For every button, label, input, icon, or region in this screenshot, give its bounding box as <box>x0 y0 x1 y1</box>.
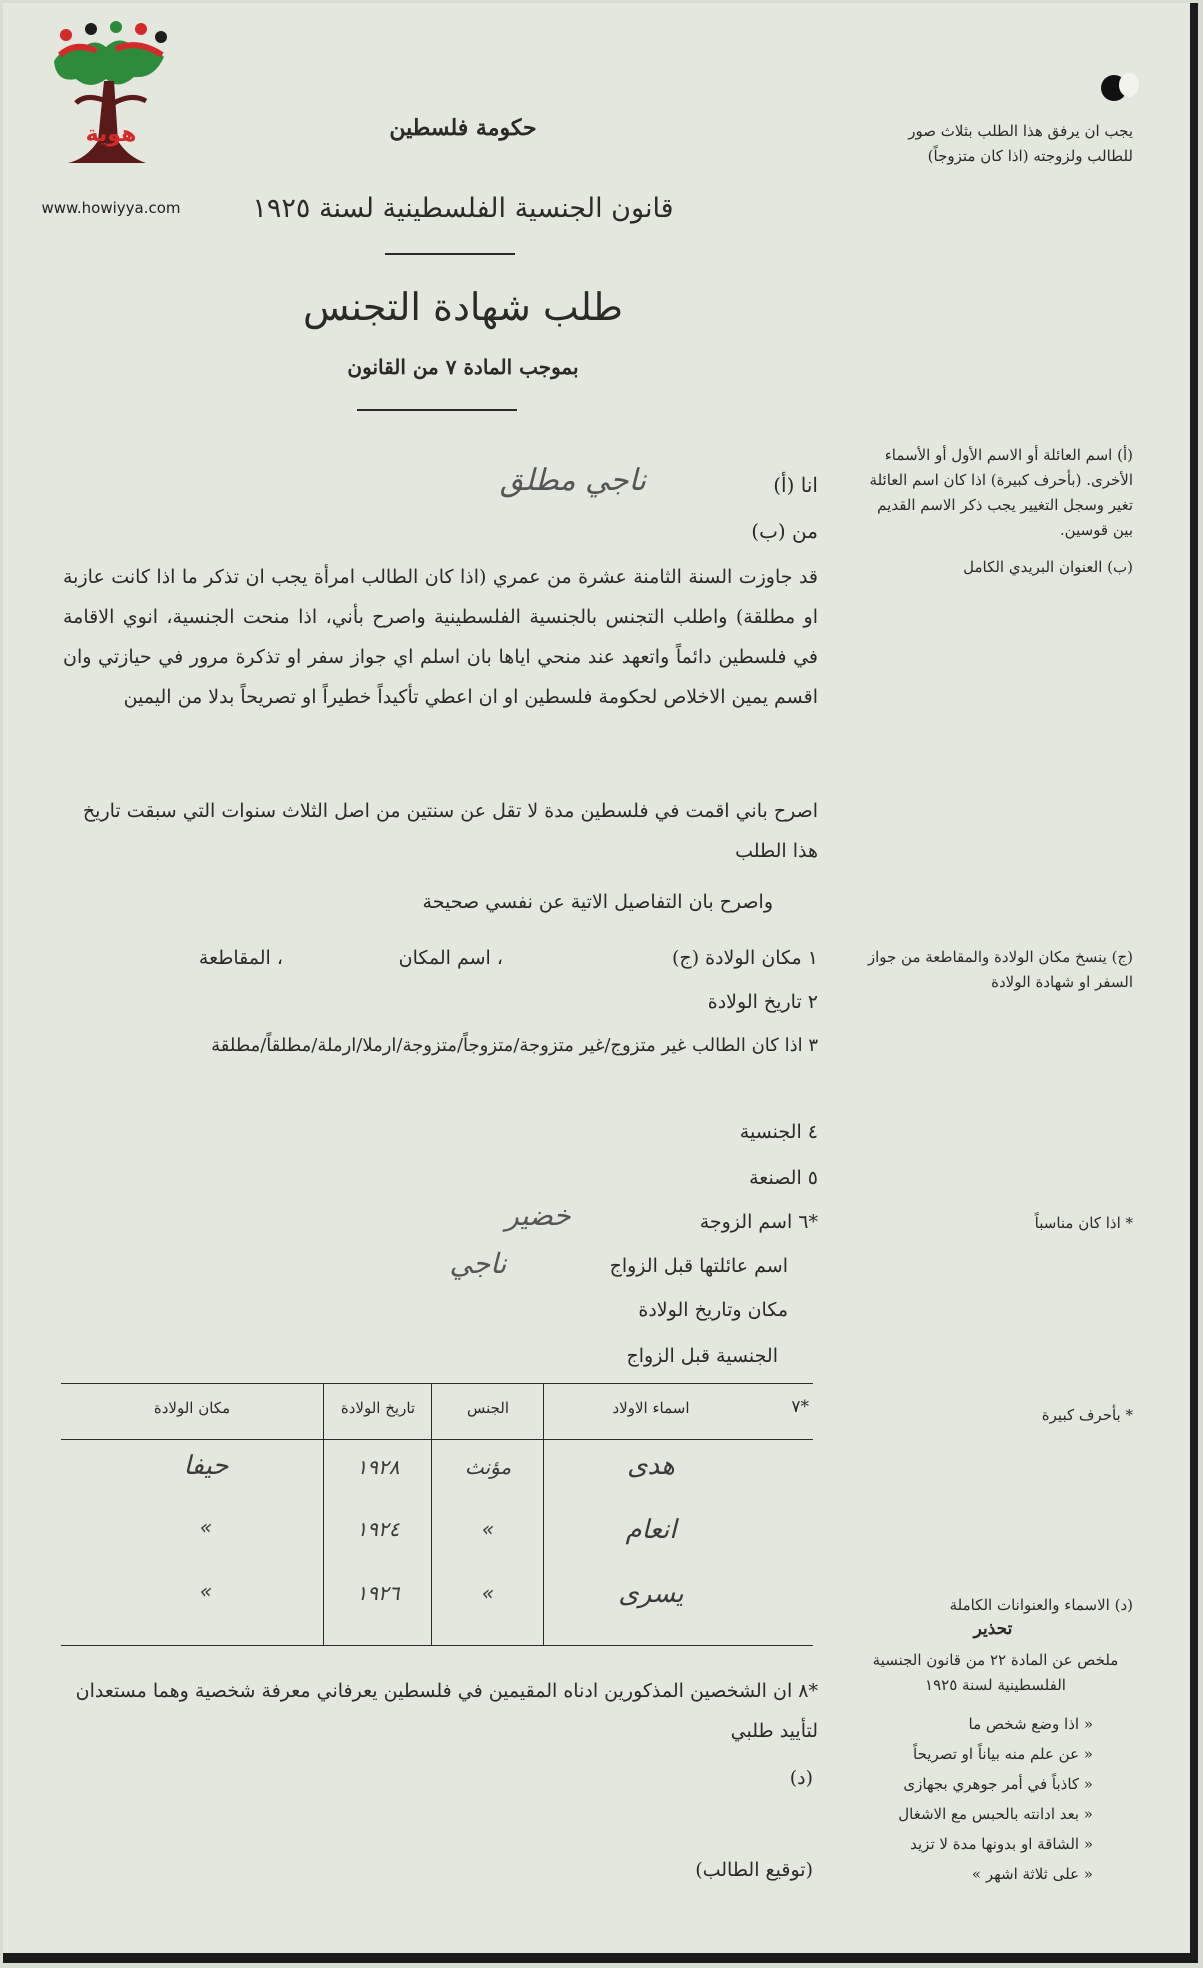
logo-url: www.howiyya.com <box>41 199 181 217</box>
item-birth-date-label: ٢ تاريخ الولادة <box>707 991 818 1013</box>
details-intro: واصرح بان التفاصيل الاتية عن نفسي صحيحة <box>422 891 773 913</box>
table-cell-child-name: انعام <box>625 1515 677 1545</box>
note-if-applicable: * اذا كان مناسباً <box>1034 1214 1133 1232</box>
warning-title: تحذير <box>973 1619 1013 1639</box>
referees-text: *٨ ان الشخصين المذكورين ادناه المقيمين في فلسطين يعرفاني معرفة شخصية وهما مستعدان لتأييد طلبي <box>75 1680 818 1742</box>
children-table <box>61 1383 813 1647</box>
table-cell-child-name: هدى <box>627 1451 675 1481</box>
declaration-text: قد جاوزت السنة الثامنة عشرة من عمري (اذا كان الطالب امرأة يجب ان تذكر ما اذا كانت عازبة او مطلقة) واطلب التجنس بالجنسية الفلسطينية واصرح بأني، اذا منحت الجنسية، انوي الاقامة في فلسطين دائماً واتعهد عند منحي اياها بان اسلم اي جواز سفر او تذكرة مرور في حيازتي وان اقسم يمين الاخلاص لحكومة فلسطين او ان اعطي تأكيداً خطيراً او تصريحاً بدلا من اليمين <box>63 566 818 708</box>
warning-line: « عن علم منه بياناً او تصريحاً <box>913 1745 1093 1763</box>
from-label: من (ب) <box>751 519 818 543</box>
table-top-rule <box>61 1383 813 1384</box>
warning-line: « اذا وضع شخص ما <box>968 1715 1093 1733</box>
document-title: طلب شهادة التجنس <box>302 285 624 329</box>
document-page <box>3 3 1198 1963</box>
applicant-name-handwritten: ناجي مطلق <box>499 463 647 498</box>
item-nationality-label: ٤ الجنسية <box>739 1121 818 1143</box>
wife-birth-label: مكان وتاريخ الولادة <box>638 1299 788 1321</box>
item-profession-label: ٥ الصنعة <box>749 1167 818 1189</box>
punch-hole-reflection <box>1119 73 1139 97</box>
table-header-sex: الجنس <box>466 1399 510 1417</box>
law-title: قانون الجنسية الفلسطينية لسنة ١٩٢٥ <box>252 193 674 224</box>
wife-nationality-label: الجنسية قبل الزواج <box>626 1345 778 1367</box>
note-photos: يجب ان يرفق هذا الطلب بثلاث صور للطالب ولزوجته (اذا كان متزوجاً) <box>908 122 1133 165</box>
wife-name-handwritten: خضير <box>505 1199 571 1232</box>
wife-family-name-handwritten: ناجي <box>449 1247 507 1280</box>
government-title: حكومة فلسطين <box>389 115 537 141</box>
note-d: (د) الاسماء والعنوانات الكاملة <box>949 1596 1133 1614</box>
table-column-divider <box>323 1383 324 1645</box>
i-am-label: انا (أ) <box>773 473 818 497</box>
note-b: (ب) العنوان البريدي الكامل <box>963 558 1133 576</box>
document-subtitle: بموجب المادة ٧ من القانون <box>347 355 579 379</box>
wife-family-name-label: اسم عائلتها قبل الزواج <box>609 1255 788 1277</box>
warning-line: « بعد ادانته بالحبس مع الاشغال <box>898 1805 1093 1823</box>
table-header-names: اسماء الاولاد <box>612 1399 690 1417</box>
table-cell-birthplace: « <box>199 1515 213 1539</box>
note-c: (ج) ينسخ مكان الولادة والمقاطعة من جواز السفر او شهادة الولادة <box>867 948 1133 991</box>
table-cell-birth-date: ١٩٢٨ <box>356 1455 400 1479</box>
table-column-divider <box>431 1383 432 1645</box>
table-cell-sex: « <box>481 1517 495 1541</box>
referees-d-marker: (د) <box>789 1767 813 1789</box>
applicant-signature-label: (توقيع الطالب) <box>695 1859 813 1881</box>
warning-summary: ملخص عن المادة ٢٢ من قانون الجنسية الفلسطينية لسنة ١٩٢٥ <box>872 1651 1119 1694</box>
table-cell-sex: مؤنث <box>464 1455 512 1479</box>
table-cell-birth-date: ١٩٢٤ <box>356 1517 400 1541</box>
table-cell-birthplace: حيفا <box>183 1451 229 1481</box>
table-number: *٧ <box>791 1397 809 1417</box>
warning-line: « على ثلاثة اشهر » <box>971 1865 1093 1883</box>
table-cell-birthplace: « <box>199 1579 213 1603</box>
table-header-rule <box>61 1439 813 1440</box>
table-cell-sex: « <box>481 1581 495 1605</box>
item-marital-status-label: ٣ اذا كان الطالب غير متزوج/غير متزوجة/متزوجاً/متزوجة/ارملا/ارملة/مطلقاً/مطلقة <box>211 1035 818 1056</box>
table-header-birthplace: مكان الولادة <box>153 1399 231 1417</box>
item-birthplace-label: ١ مكان الولادة (ج) <box>672 947 818 969</box>
family-tree-logo-icon <box>46 21 176 181</box>
table-bottom-rule <box>61 1645 813 1646</box>
table-cell-birth-date: ١٩٢٦ <box>356 1581 400 1605</box>
table-cell-child-name: يسرى <box>618 1579 684 1609</box>
howiyya-logo <box>21 21 201 221</box>
item-birthplace-district: ، المقاطعة <box>198 947 283 969</box>
table-column-divider <box>543 1383 544 1645</box>
residence-text: اصرح باني اقمت في فلسطين مدة لا تقل عن سنتين من اصل الثلاث سنوات التي سبقت تاريخ هذا الطلب <box>82 800 818 862</box>
note-a: (أ) اسم العائلة أو الاسم الأول أو الأسماء الأخرى. (بأحرف كبيرة) اذا كان اسم العائلة تغير وسجل التغيير يجب ذكر الاسم القديم بين قوسين. <box>869 446 1133 539</box>
item-wife-name-label: *٦ اسم الزوجة <box>699 1211 818 1233</box>
warning-line: « الشاقة او بدونها مدة لا تزيد <box>910 1835 1093 1853</box>
header-rule-2 <box>357 409 517 411</box>
note-capitals: * بأحرف كبيرة <box>1041 1406 1133 1424</box>
svg-text:هوية: هوية <box>85 122 137 147</box>
warning-line: « كاذباً في أمر جوهري بجهازى <box>903 1775 1093 1793</box>
item-birthplace-place: ، اسم المكان <box>398 947 503 969</box>
header-rule-1 <box>385 253 515 255</box>
table-header-birth-date: تاريخ الولادة <box>340 1399 416 1417</box>
